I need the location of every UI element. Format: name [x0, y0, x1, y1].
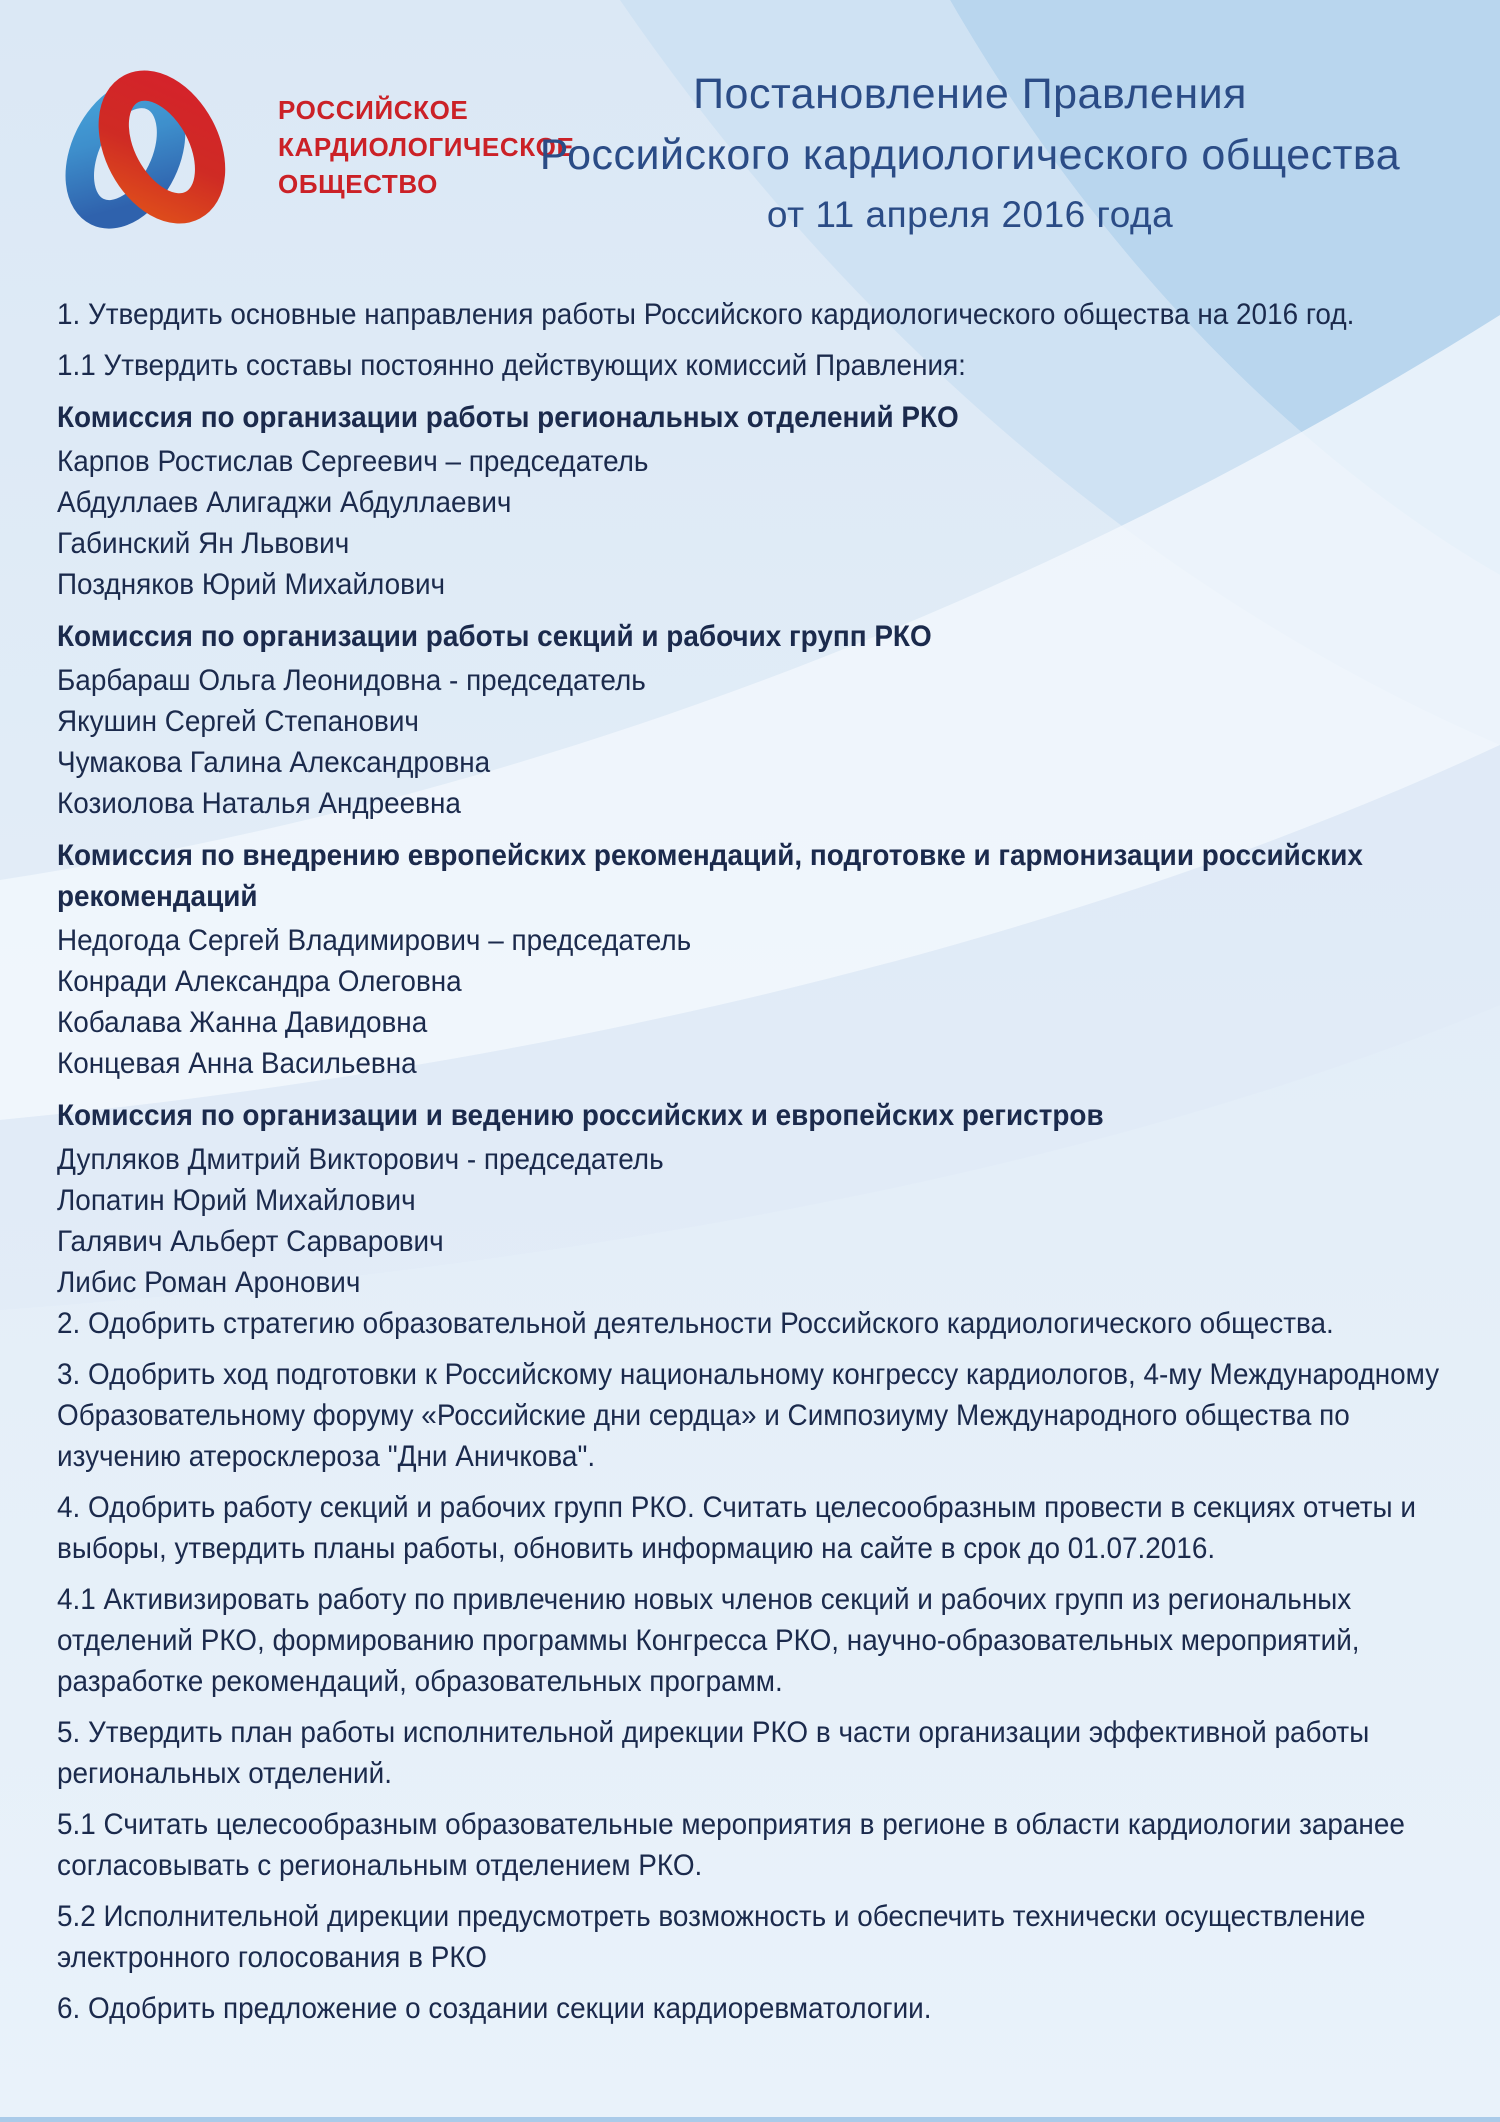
- member-name: Конради Александра Олеговна: [57, 965, 462, 998]
- member-name: Карпов Ростислав Сергеевич – председатель: [57, 445, 649, 478]
- list-item: 5. Утвердить план работы исполнительной дирекции РКО в части организации эффективной работы региональных отделений.: [57, 1716, 1370, 1790]
- list-item: 2. Одобрить стратегию образовательной деятельности Российского кардиологического общества.: [57, 1307, 1334, 1340]
- org-name-line: РОССИЙСКОЕ: [278, 94, 469, 125]
- member-name: Козиолова Наталья Андреевна: [57, 787, 461, 820]
- list-item: 5.2 Исполнительной дирекции предусмотреть возможность и обеспечить технически осуществление электронного голосования в РКО: [57, 1900, 1366, 1974]
- committee-heading: Комиссия по организации работы региональных отделений РКО: [57, 401, 959, 434]
- committee-heading: Комиссия по организации и ведению российских и европейских регистров: [57, 1099, 1104, 1132]
- member-name: Либис Роман Аронович: [57, 1266, 361, 1299]
- list-item: 4.1 Активизировать работу по привлечению новых членов секций и рабочих групп из региональных отделений РКО, формированию программы Конгресса РКО, научно-образовательных мероприятий, разработке рекомендаций, образовательных программ.: [57, 1583, 1360, 1698]
- member-name: Габинский Ян Львович: [57, 527, 350, 560]
- member-name: Лопатин Юрий Михайлович: [57, 1184, 416, 1217]
- resolution-body: [57, 294, 1452, 2039]
- rko-heart-logo-icon: [56, 58, 234, 236]
- org-name-line: КАРДИОЛОГИЧЕСКОЕ: [278, 131, 575, 162]
- member-name: Поздняков Юрий Михайлович: [57, 568, 446, 601]
- title-line-2: Российского кардиологического общества: [539, 131, 1401, 179]
- member-name: Барбараш Ольга Леонидовна - председатель: [57, 664, 646, 697]
- member-name: Концевая Анна Васильевна: [57, 1047, 417, 1080]
- member-name: Чумакова Галина Александровна: [57, 746, 491, 779]
- member-name: Абдуллаев Алигаджи Абдуллаевич: [57, 486, 512, 519]
- list-item: 4. Одобрить работу секций и рабочих групп РКО. Считать целесообразным провести в секциях отчеты и выборы, утвердить планы работы, обновить информацию на сайте в срок до 01.07.2016.: [57, 1491, 1416, 1565]
- list-item: 1. Утвердить основные направления работы Российского кардиологического общества на 2016 год.: [57, 298, 1355, 331]
- footer-accent-strip: [0, 2117, 1500, 2122]
- list-item: 3. Одобрить ход подготовки к Российскому национальному конгрессу кардиологов, 4-му Международному Образовательному форуму «Российские дни сердца» и Симпозиуму Международного общества по изучению атеросклероза "Дни Аничкова".: [57, 1358, 1440, 1473]
- member-name: Якушин Сергей Степанович: [57, 705, 419, 738]
- list-item: 5.1 Считать целесообразным образовательные мероприятия в регионе в области кардиологии заранее согласовывать с региональным отделением РКО.: [57, 1808, 1405, 1882]
- org-name-line: ОБЩЕСТВО: [278, 168, 438, 199]
- member-name: Кобалава Жанна Давидовна: [57, 1006, 428, 1039]
- member-name: Недогода Сергей Владимирович – председатель: [57, 924, 692, 957]
- committee-heading: Комиссия по организации работы секций и рабочих групп РКО: [57, 620, 932, 653]
- document-title: [470, 64, 1470, 244]
- member-name: Галявич Альберт Сарварович: [57, 1225, 444, 1258]
- committee-heading: Комиссия по внедрению европейских рекомендаций, подготовке и гармонизации российских рекомендаций: [57, 839, 1363, 913]
- title-line-1: Постановление Правления: [693, 70, 1247, 118]
- title-date: от 11 апреля 2016 года: [766, 194, 1174, 235]
- list-item: 6. Одобрить предложение о создании секции кардиоревматологии.: [57, 1992, 932, 2025]
- list-item: 1.1 Утвердить составы постоянно действующих комиссий Правления:: [57, 349, 966, 382]
- member-name: Дупляков Дмитрий Викторович - председатель: [57, 1143, 664, 1176]
